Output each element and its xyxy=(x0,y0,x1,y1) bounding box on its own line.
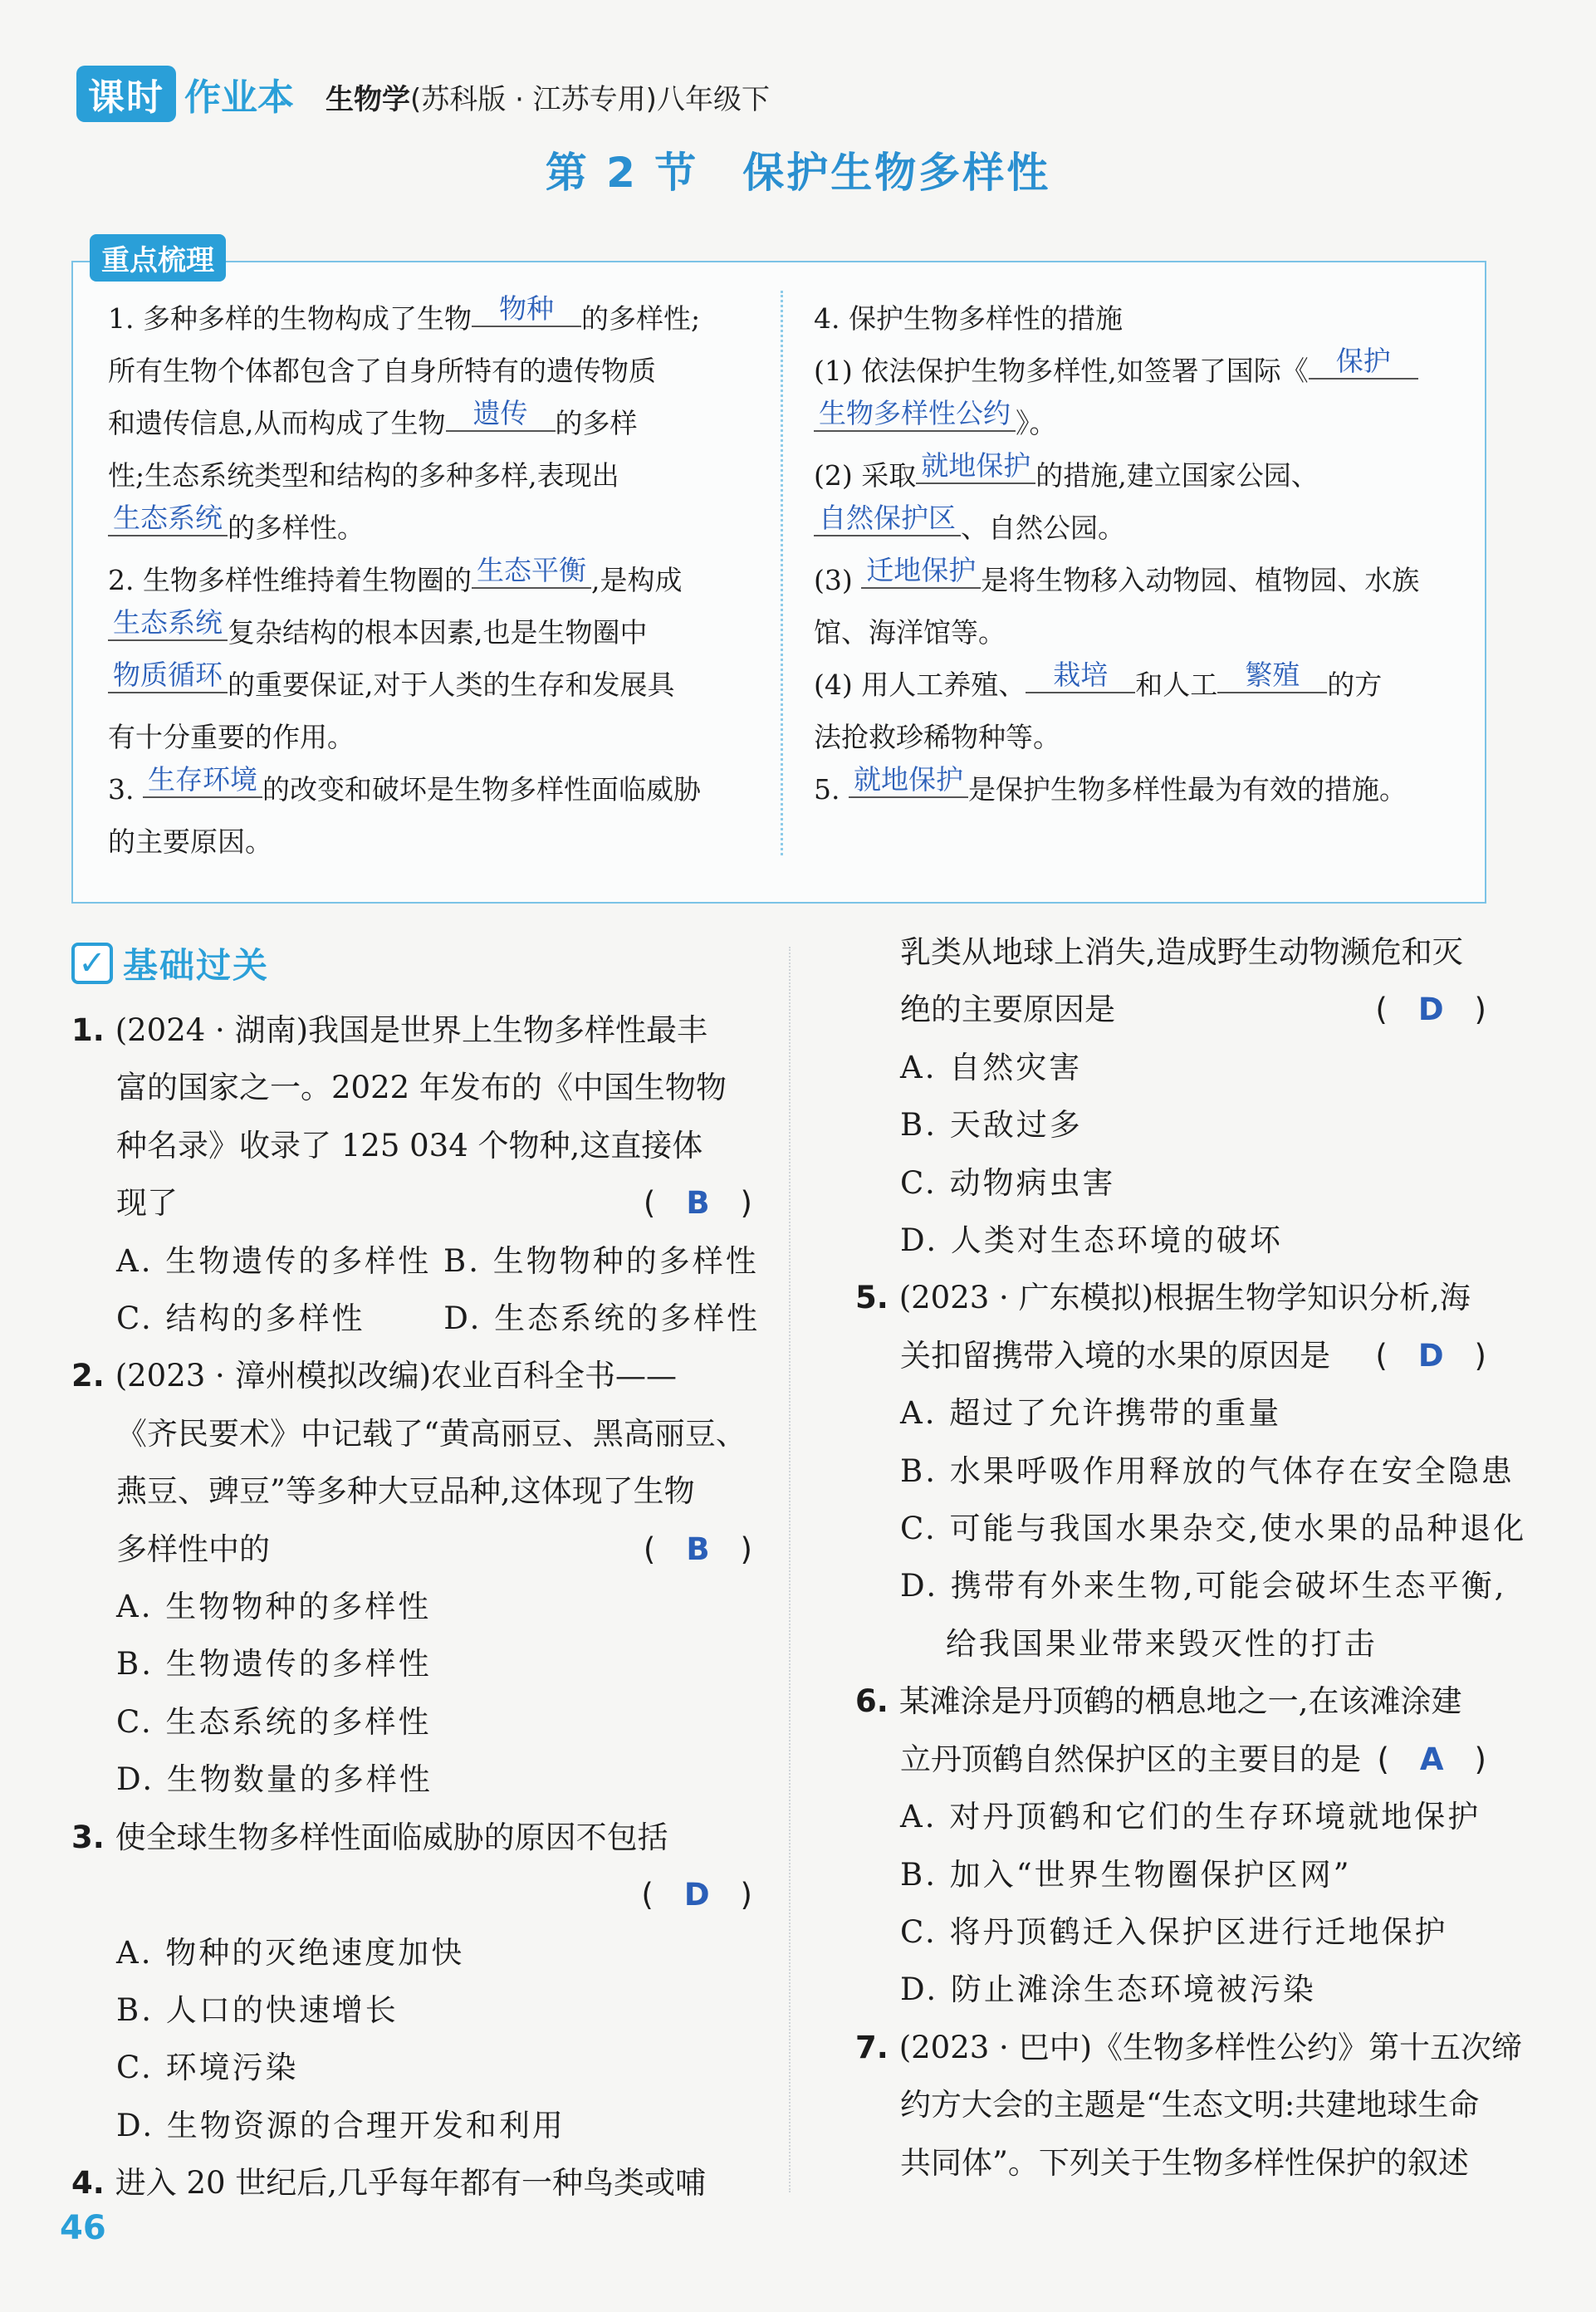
questions-left-column xyxy=(71,1002,761,2212)
key-point-line xyxy=(814,659,1470,711)
line-content xyxy=(71,1693,432,1751)
bracket-open: ( xyxy=(1375,1337,1418,1374)
question-text: 进入 20 世纪后,几乎每年都有一种鸟类或哺 xyxy=(115,2165,707,2202)
question-text: 立丹顶鹤自然保护区的主要目的是 xyxy=(900,1741,1361,1777)
question-number: 7. xyxy=(855,2029,899,2065)
column-divider xyxy=(789,947,791,2192)
answer-bracket xyxy=(644,1521,752,1578)
question-text: 使全球生物多样性面临威胁的原因不包括 xyxy=(115,1819,668,1855)
key-point-line xyxy=(814,763,1470,816)
option-text: A. 生物遗传的多样性 B. 生物物种的多样性 xyxy=(116,1242,759,1279)
question-text: 富的国家之一。2022 年发布的《中国生物物 xyxy=(116,1070,727,1106)
option-text: B. 天敌过多 xyxy=(900,1107,1083,1144)
answer-option xyxy=(855,1039,1486,1096)
line-content xyxy=(71,1578,431,1635)
question-line xyxy=(71,1117,752,1174)
fill-in-answer: 生存环境 xyxy=(143,763,262,798)
option-text: C. 结构的多样性 D. 生态系统的多样性 xyxy=(116,1300,761,1337)
key-point-text: ,是构成 xyxy=(590,564,683,596)
option-text: D. 生物资源的合理开发和利用 xyxy=(116,2107,565,2143)
question-line xyxy=(71,1521,752,1578)
option-text: A. 对丹顶鹤和它们的生存环境就地保护 xyxy=(900,1799,1481,1835)
key-points-right xyxy=(814,292,1470,816)
line-content xyxy=(71,1347,677,1404)
line-content xyxy=(71,1751,433,1808)
brand-logo xyxy=(76,68,294,120)
key-point-text: 的多样性。 xyxy=(228,512,365,544)
question-line xyxy=(71,1002,752,1059)
fill-in-answer: 就地保护 xyxy=(916,449,1035,484)
line-content xyxy=(855,1846,1352,1903)
question-text: 乳类从地球上消失,造成野生动物濒危和灭 xyxy=(900,934,1463,970)
key-point-line xyxy=(814,397,1470,449)
option-text: C. 环境污染 xyxy=(116,2050,299,2086)
option-text: D. 人类对生态环境的破坏 xyxy=(900,1222,1283,1259)
key-point-text: 是保护生物多样性最为有效的措施。 xyxy=(967,773,1407,806)
line-content xyxy=(71,1405,747,1462)
key-point-text: 的多样性; xyxy=(580,302,701,335)
fill-in-answer: 生态系统 xyxy=(108,606,228,641)
option-text: C. 可能与我国水果杂交,使水果的品种退化 xyxy=(900,1511,1527,1547)
question-number: 5. xyxy=(855,1280,899,1316)
key-point-line xyxy=(814,292,1470,345)
question-line xyxy=(71,1059,752,1116)
answer-option xyxy=(855,1154,1486,1212)
key-point-text: 的主要原因。 xyxy=(108,825,272,858)
option-text: C. 动物病虫害 xyxy=(900,1164,1116,1201)
answer-option xyxy=(71,2039,752,2096)
questions-right-column xyxy=(855,923,1527,2192)
line-content xyxy=(71,1809,668,1866)
key-points-left xyxy=(108,292,764,868)
line-content xyxy=(855,1615,1378,1673)
answer-option xyxy=(855,1846,1486,1903)
question-number: 1. xyxy=(71,1012,115,1048)
bracket-close: ) xyxy=(709,1185,752,1222)
line-content xyxy=(855,1500,1526,1557)
key-point-text: 所有生物个体都包含了自身所特有的遗传物质 xyxy=(108,355,656,387)
question-text: (2023 · 巴中)《生物多样性公约》第十五次缔 xyxy=(898,2029,1523,2065)
key-point-line xyxy=(108,816,764,868)
question-line xyxy=(855,1731,1486,1788)
fill-in-answer: 保护 xyxy=(1309,345,1418,380)
key-point-text: 和遗传信息,从而构成了生物 xyxy=(108,407,446,439)
answer-bracket xyxy=(641,1866,752,1923)
question-line xyxy=(855,1673,1486,1730)
key-point-line xyxy=(814,502,1470,554)
question-number: 4. xyxy=(71,2165,115,2202)
bracket-close: ) xyxy=(709,1877,752,1913)
key-point-line xyxy=(108,711,764,763)
line-content xyxy=(71,1059,727,1116)
answer-option xyxy=(855,1212,1486,1269)
answer-option xyxy=(855,1903,1486,1961)
bracket-close: ) xyxy=(1443,1337,1486,1374)
key-point-text: 性;生态系统类型和结构的多种多样,表现出 xyxy=(108,459,619,492)
answer-option xyxy=(71,1635,752,1692)
line-content xyxy=(855,1557,1506,1614)
fill-in-answer: 栽培 xyxy=(1026,659,1135,693)
fill-in-answer: 遗传 xyxy=(446,397,556,432)
question-text: 绝的主要原因是 xyxy=(900,992,1115,1028)
question-line xyxy=(855,981,1486,1038)
question-line xyxy=(71,1809,752,1866)
key-point-line xyxy=(108,554,764,606)
question-line xyxy=(855,923,1486,981)
answer-option xyxy=(855,1557,1507,1614)
bracket-close: ) xyxy=(709,1531,752,1567)
subject-name: 生物学 xyxy=(326,83,410,116)
key-point-text: 4. 保护生物多样性的措施 xyxy=(814,302,1123,335)
chosen-answer: D xyxy=(1417,1337,1444,1374)
line-content xyxy=(71,1174,178,1232)
key-point-line xyxy=(108,345,764,397)
bracket-close: ) xyxy=(1443,992,1486,1028)
key-point-line xyxy=(814,554,1470,606)
option-text: 给我国果业带来毁灭性的打击 xyxy=(900,1625,1378,1662)
key-point-text: 和人工 xyxy=(1135,669,1218,701)
key-point-text: 、自然公园。 xyxy=(961,512,1125,544)
question-text: 约方大会的主题是“生态文明:共建地球生命 xyxy=(900,2087,1480,2123)
key-point-line xyxy=(108,292,764,345)
question-text: (2023 · 漳州模拟改编)农业百科全书—— xyxy=(115,1358,678,1394)
answer-option xyxy=(855,1384,1486,1442)
key-point-line xyxy=(108,659,764,711)
question-number: 3. xyxy=(71,1819,115,1855)
line-content xyxy=(71,1232,759,1290)
line-content xyxy=(855,1154,1116,1212)
question-text: 关扣留携带入境的水果的原因是 xyxy=(900,1337,1330,1374)
option-text: B. 人口的快速增长 xyxy=(116,1991,399,2028)
line-content xyxy=(71,1924,464,1981)
answer-option xyxy=(855,1443,1515,1500)
answer-option xyxy=(71,1751,752,1808)
bracket-open: ( xyxy=(643,1531,687,1567)
key-point-line xyxy=(108,397,764,449)
bracket-open: ( xyxy=(643,1185,687,1222)
question-line xyxy=(855,1327,1486,1384)
question-line xyxy=(71,1174,752,1232)
key-point-line xyxy=(814,345,1470,397)
line-content xyxy=(71,2154,706,2212)
option-text: A. 自然灾害 xyxy=(900,1049,1083,1085)
chosen-answer: B xyxy=(686,1185,710,1222)
question-text: (2023 · 广东模拟)根据生物学知识分析,海 xyxy=(898,1280,1471,1316)
option-text: A. 物种的灭绝速度加快 xyxy=(116,1934,465,1971)
answer-bracket xyxy=(1375,1327,1486,1384)
key-point-text: 的重要保证,对于人类的生存和发展具 xyxy=(228,669,675,701)
question-number: 2. xyxy=(71,1358,115,1394)
answer-option xyxy=(855,1096,1486,1154)
line-content xyxy=(71,1635,432,1692)
key-point-line xyxy=(108,763,764,816)
key-point-line xyxy=(814,606,1470,659)
question-line xyxy=(71,2154,752,2212)
question-text: 现了 xyxy=(116,1185,178,1222)
key-point-text: 2. 生物多样性维持着生物圈的 xyxy=(108,564,472,596)
option-text: D. 携带有外来生物,可能会破坏生态平衡, xyxy=(900,1568,1507,1604)
fill-in-answer: 物种 xyxy=(472,292,581,327)
line-content xyxy=(71,2097,565,2154)
line-content xyxy=(855,1961,1316,2018)
book-info xyxy=(326,76,770,117)
line-content xyxy=(855,2134,1469,2192)
key-point-line xyxy=(814,449,1470,502)
line-content xyxy=(855,1039,1082,1096)
option-text: B. 生物遗传的多样性 xyxy=(116,1646,432,1683)
option-text: A. 生物物种的多样性 xyxy=(116,1589,432,1625)
answer-bracket xyxy=(1375,981,1486,1038)
logo-box: 课时 xyxy=(76,66,176,122)
answer-bracket xyxy=(644,1174,752,1232)
key-point-text: 5. xyxy=(814,773,849,806)
line-content xyxy=(855,923,1463,981)
key-point-line xyxy=(108,606,764,659)
bracket-open: ( xyxy=(641,1877,684,1913)
fill-in-answer: 物质循环 xyxy=(108,659,228,693)
line-content xyxy=(855,1096,1083,1154)
question-line xyxy=(855,1269,1486,1326)
line-content xyxy=(71,1290,760,1347)
line-content xyxy=(71,1462,695,1520)
question-text: 某滩涂是丹顶鹤的栖息地之一,在该滩涂建 xyxy=(898,1683,1462,1720)
question-line xyxy=(855,2019,1523,2076)
key-point-text: 的多样 xyxy=(555,407,638,439)
answer-option xyxy=(71,1981,752,2039)
section-title: 第 2 节 保护生物多样性 xyxy=(545,149,1051,197)
answer-option xyxy=(71,1693,752,1751)
line-content xyxy=(71,1521,270,1578)
key-point-line xyxy=(814,711,1470,763)
basic-section-header xyxy=(71,938,269,988)
line-content xyxy=(855,1443,1515,1500)
line-content xyxy=(855,1384,1281,1442)
key-point-text: 有十分重要的作用。 xyxy=(108,721,355,753)
question-text: (2024 · 湖南)我国是世界上生物多样性最丰 xyxy=(115,1012,708,1048)
line-content xyxy=(855,1212,1283,1269)
line-content xyxy=(855,1731,1361,1788)
answer-option xyxy=(855,1961,1486,2018)
fill-in-answer: 自然保护区 xyxy=(814,502,961,536)
line-content xyxy=(855,1327,1330,1384)
key-point-text: 法抢救珍稀物种等。 xyxy=(814,721,1060,753)
key-point-text: 的方 xyxy=(1327,669,1383,701)
key-points-divider xyxy=(781,291,783,855)
question-line xyxy=(71,1462,752,1520)
question-line xyxy=(71,1405,752,1462)
answer-option xyxy=(855,1615,1486,1673)
line-content xyxy=(71,2039,299,2096)
key-point-text: (4) 用人工养殖、 xyxy=(814,669,1026,701)
option-text: C. 将丹顶鹤迁入保护区进行迁地保护 xyxy=(900,1913,1448,1950)
line-content xyxy=(71,1117,703,1174)
option-text: B. 加入“世界生物圈保护区网” xyxy=(900,1856,1352,1893)
fill-in-answer: 生态系统 xyxy=(108,502,228,536)
option-text: D. 防止滩涂生态环境被污染 xyxy=(900,1972,1316,2008)
key-point-text: 复杂结构的根本因素,也是生物圈中 xyxy=(228,616,648,649)
bracket-close: ) xyxy=(1443,1741,1486,1777)
question-text: 共同体”。下列关于生物多样性保护的叙述 xyxy=(900,2144,1469,2181)
answer-option xyxy=(71,1578,752,1635)
line-content xyxy=(855,1269,1471,1326)
key-point-text: 馆、海洋馆等。 xyxy=(814,616,1006,649)
answer-option xyxy=(855,1500,1527,1557)
bracket-open: ( xyxy=(1377,1741,1420,1777)
answer-bracket xyxy=(1377,1731,1486,1788)
fill-in-answer: 繁殖 xyxy=(1217,659,1327,693)
answer-option xyxy=(71,1290,761,1347)
option-text: D. 生物数量的多样性 xyxy=(116,1761,433,1798)
option-text: B. 水果呼吸作用释放的气体存在安全隐患 xyxy=(900,1452,1515,1489)
line-content xyxy=(71,1981,399,2039)
key-point-text: (3) xyxy=(814,564,862,596)
fill-in-answer: 生态平衡 xyxy=(472,554,591,589)
basic-section-label: 基础过关 xyxy=(123,945,270,986)
chosen-answer: A xyxy=(1419,1741,1444,1777)
key-point-text: 3. xyxy=(108,773,143,806)
key-point-text: (2) 采取 xyxy=(814,459,917,492)
answer-option xyxy=(71,2097,752,2154)
question-line xyxy=(71,1866,752,1923)
answer-option xyxy=(855,1788,1486,1845)
line-content xyxy=(855,2019,1522,2076)
question-number: 6. xyxy=(855,1683,899,1720)
question-line xyxy=(855,2076,1486,2133)
line-content xyxy=(71,1002,707,1059)
key-point-text: 1. 多种多样的生物构成了生物 xyxy=(108,302,472,335)
option-text: C. 生态系统的多样性 xyxy=(116,1703,432,1740)
answer-option xyxy=(71,1924,752,1981)
edition-info: (苏科版 · 江苏专用)八年级下 xyxy=(410,83,770,116)
line-content xyxy=(855,1903,1448,1961)
key-point-text: 》。 xyxy=(1016,407,1057,439)
fill-in-answer: 迁地保护 xyxy=(861,554,981,589)
question-text: 多样性中的 xyxy=(116,1531,270,1567)
line-content xyxy=(855,981,1115,1038)
checkbox-icon: ✓ xyxy=(71,943,113,984)
question-line xyxy=(71,1347,752,1404)
answer-option xyxy=(71,1232,759,1290)
line-content xyxy=(855,2076,1479,2133)
question-line xyxy=(855,2134,1486,2192)
key-point-line xyxy=(108,449,764,502)
key-point-text: 的措施,建立国家公园、 xyxy=(1035,459,1319,492)
key-point-line xyxy=(108,502,764,554)
question-text: 燕豆、豍豆”等多种大豆品种,这体现了生物 xyxy=(116,1473,695,1510)
question-text: 《齐民要术》中记载了“黄高丽豆、黑高丽豆、 xyxy=(116,1415,747,1452)
line-content xyxy=(855,1788,1481,1845)
fill-in-answer: 生物多样性公约 xyxy=(814,397,1016,432)
logo-text: 作业本 xyxy=(184,76,294,119)
key-point-text: 是将生物移入动物园、植物园、水族 xyxy=(981,564,1420,596)
option-text: A. 超过了允许携带的重量 xyxy=(900,1395,1282,1432)
chosen-answer: B xyxy=(686,1531,710,1567)
key-points-tag: 重点梳理 xyxy=(90,234,226,282)
fill-in-answer: 就地保护 xyxy=(849,763,968,798)
key-point-text: 的改变和破坏是生物多样性面临威胁 xyxy=(262,773,701,806)
line-content xyxy=(71,1866,116,1923)
line-content xyxy=(855,1673,1461,1730)
question-text: 种名录》收录了 125 034 个物种,这直接体 xyxy=(116,1127,703,1163)
key-point-text: (1) 依法保护生物多样性,如签署了国际《 xyxy=(814,355,1309,387)
chosen-answer: D xyxy=(683,1877,710,1913)
chosen-answer: D xyxy=(1417,992,1444,1028)
page-number: 46 xyxy=(60,2209,106,2247)
bracket-open: ( xyxy=(1375,992,1418,1028)
